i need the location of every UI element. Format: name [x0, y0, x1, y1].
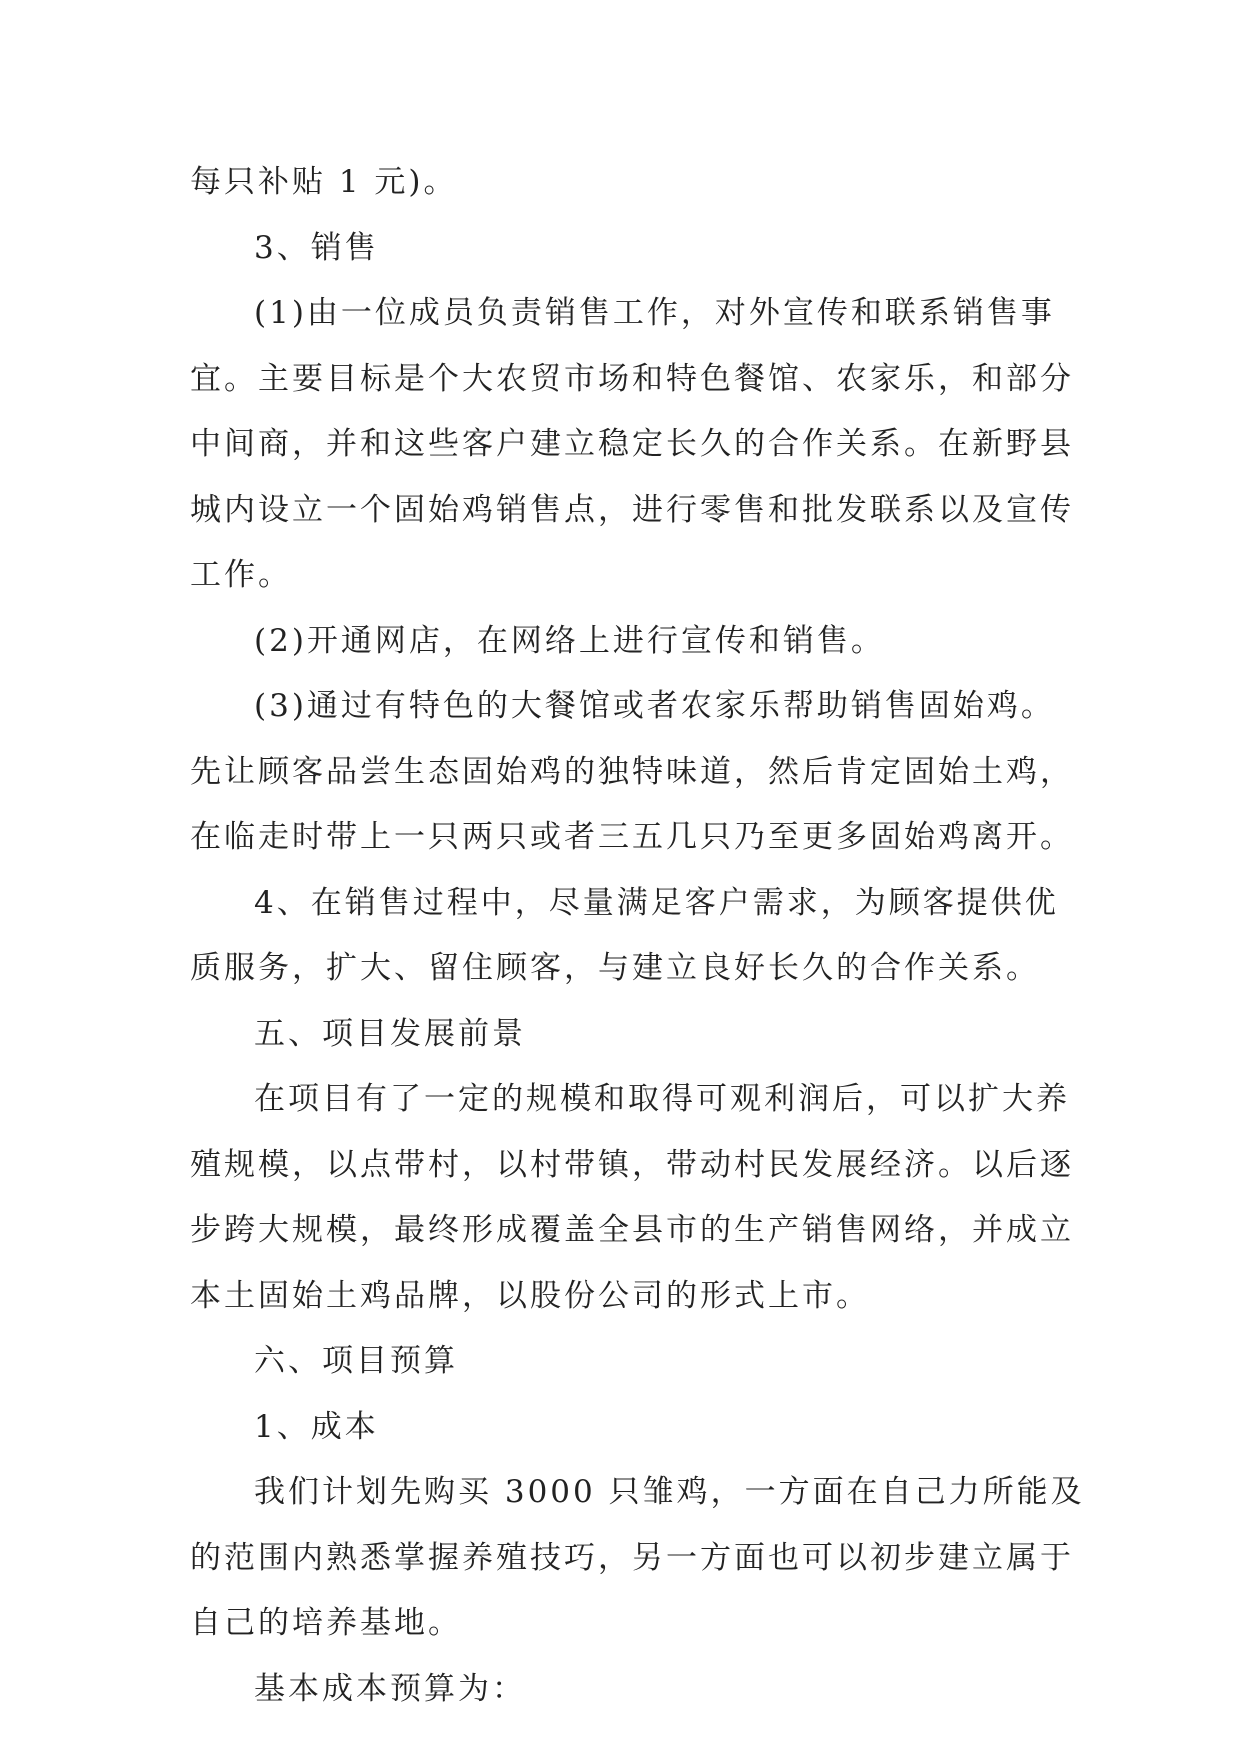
text-line-23: 自己的培养基地。 — [190, 1605, 462, 1641]
text-line-5: 中间商，并和这些客户建立稳定长久的合作关系。在新野县 — [190, 426, 1074, 462]
text-line-11: 在临走时带上一只两只或者三五几只乃至更多固始鸡离开。 — [190, 819, 1074, 855]
text-line-17: 步跨大规模，最终形成覆盖全县市的生产销售网络，并成立 — [190, 1212, 1074, 1248]
text-line-13: 质服务，扩大、留住顾客，与建立良好长久的合作关系。 — [190, 950, 1040, 986]
heading-cost: 1、成本 — [254, 1408, 379, 1445]
text-line-7: 工作。 — [190, 557, 292, 593]
text-line-1: 每只补贴 1 元)。 — [190, 164, 458, 200]
text-line-21: 我们计划先购买 3000 只雏鸡，一方面在自己力所能及 — [254, 1474, 1085, 1510]
heading-budget: 六、项目预算 — [254, 1343, 458, 1379]
text-line-6: 城内设立一个固始鸡销售点，进行零售和批发联系以及宣传 — [190, 491, 1074, 528]
text-line-10: 先让顾客品尝生态固始鸡的独特味道，然后肯定固始土鸡， — [190, 753, 1074, 790]
text-line-24: 基本成本预算为： — [254, 1670, 526, 1707]
text-line-9: (3)通过有特色的大餐馆或者农家乐帮助销售固始鸡。 — [254, 688, 1055, 724]
document-page — [190, 150, 1085, 1722]
text-line-18: 本土固始土鸡品牌，以股份公司的形式上市。 — [190, 1277, 870, 1314]
text-line-22: 的范围内熟悉掌握养殖技巧，另一方面也可以初步建立属于 — [190, 1539, 1074, 1576]
text-line-16: 殖规模，以点带村，以村带镇，带动村民发展经济。以后逐 — [190, 1146, 1074, 1183]
text-line-8: (2)开通网店，在网络上进行宣传和销售。 — [254, 622, 885, 659]
text-line-4: 宜。主要目标是个大农贸市场和特色餐馆、农家乐，和部分 — [190, 360, 1074, 397]
heading-prospects: 五、项目发展前景 — [254, 1015, 526, 1052]
text-line-15: 在项目有了一定的规模和取得可观利润后，可以扩大养 — [254, 1081, 1070, 1117]
text-line-12: 4、在销售过程中，尽量满足客户需求，为顾客提供优 — [254, 884, 1059, 921]
heading-sales: 3、销售 — [254, 229, 379, 266]
text-line-3: (1)由一位成员负责销售工作，对外宣传和联系销售事 — [254, 295, 1055, 331]
